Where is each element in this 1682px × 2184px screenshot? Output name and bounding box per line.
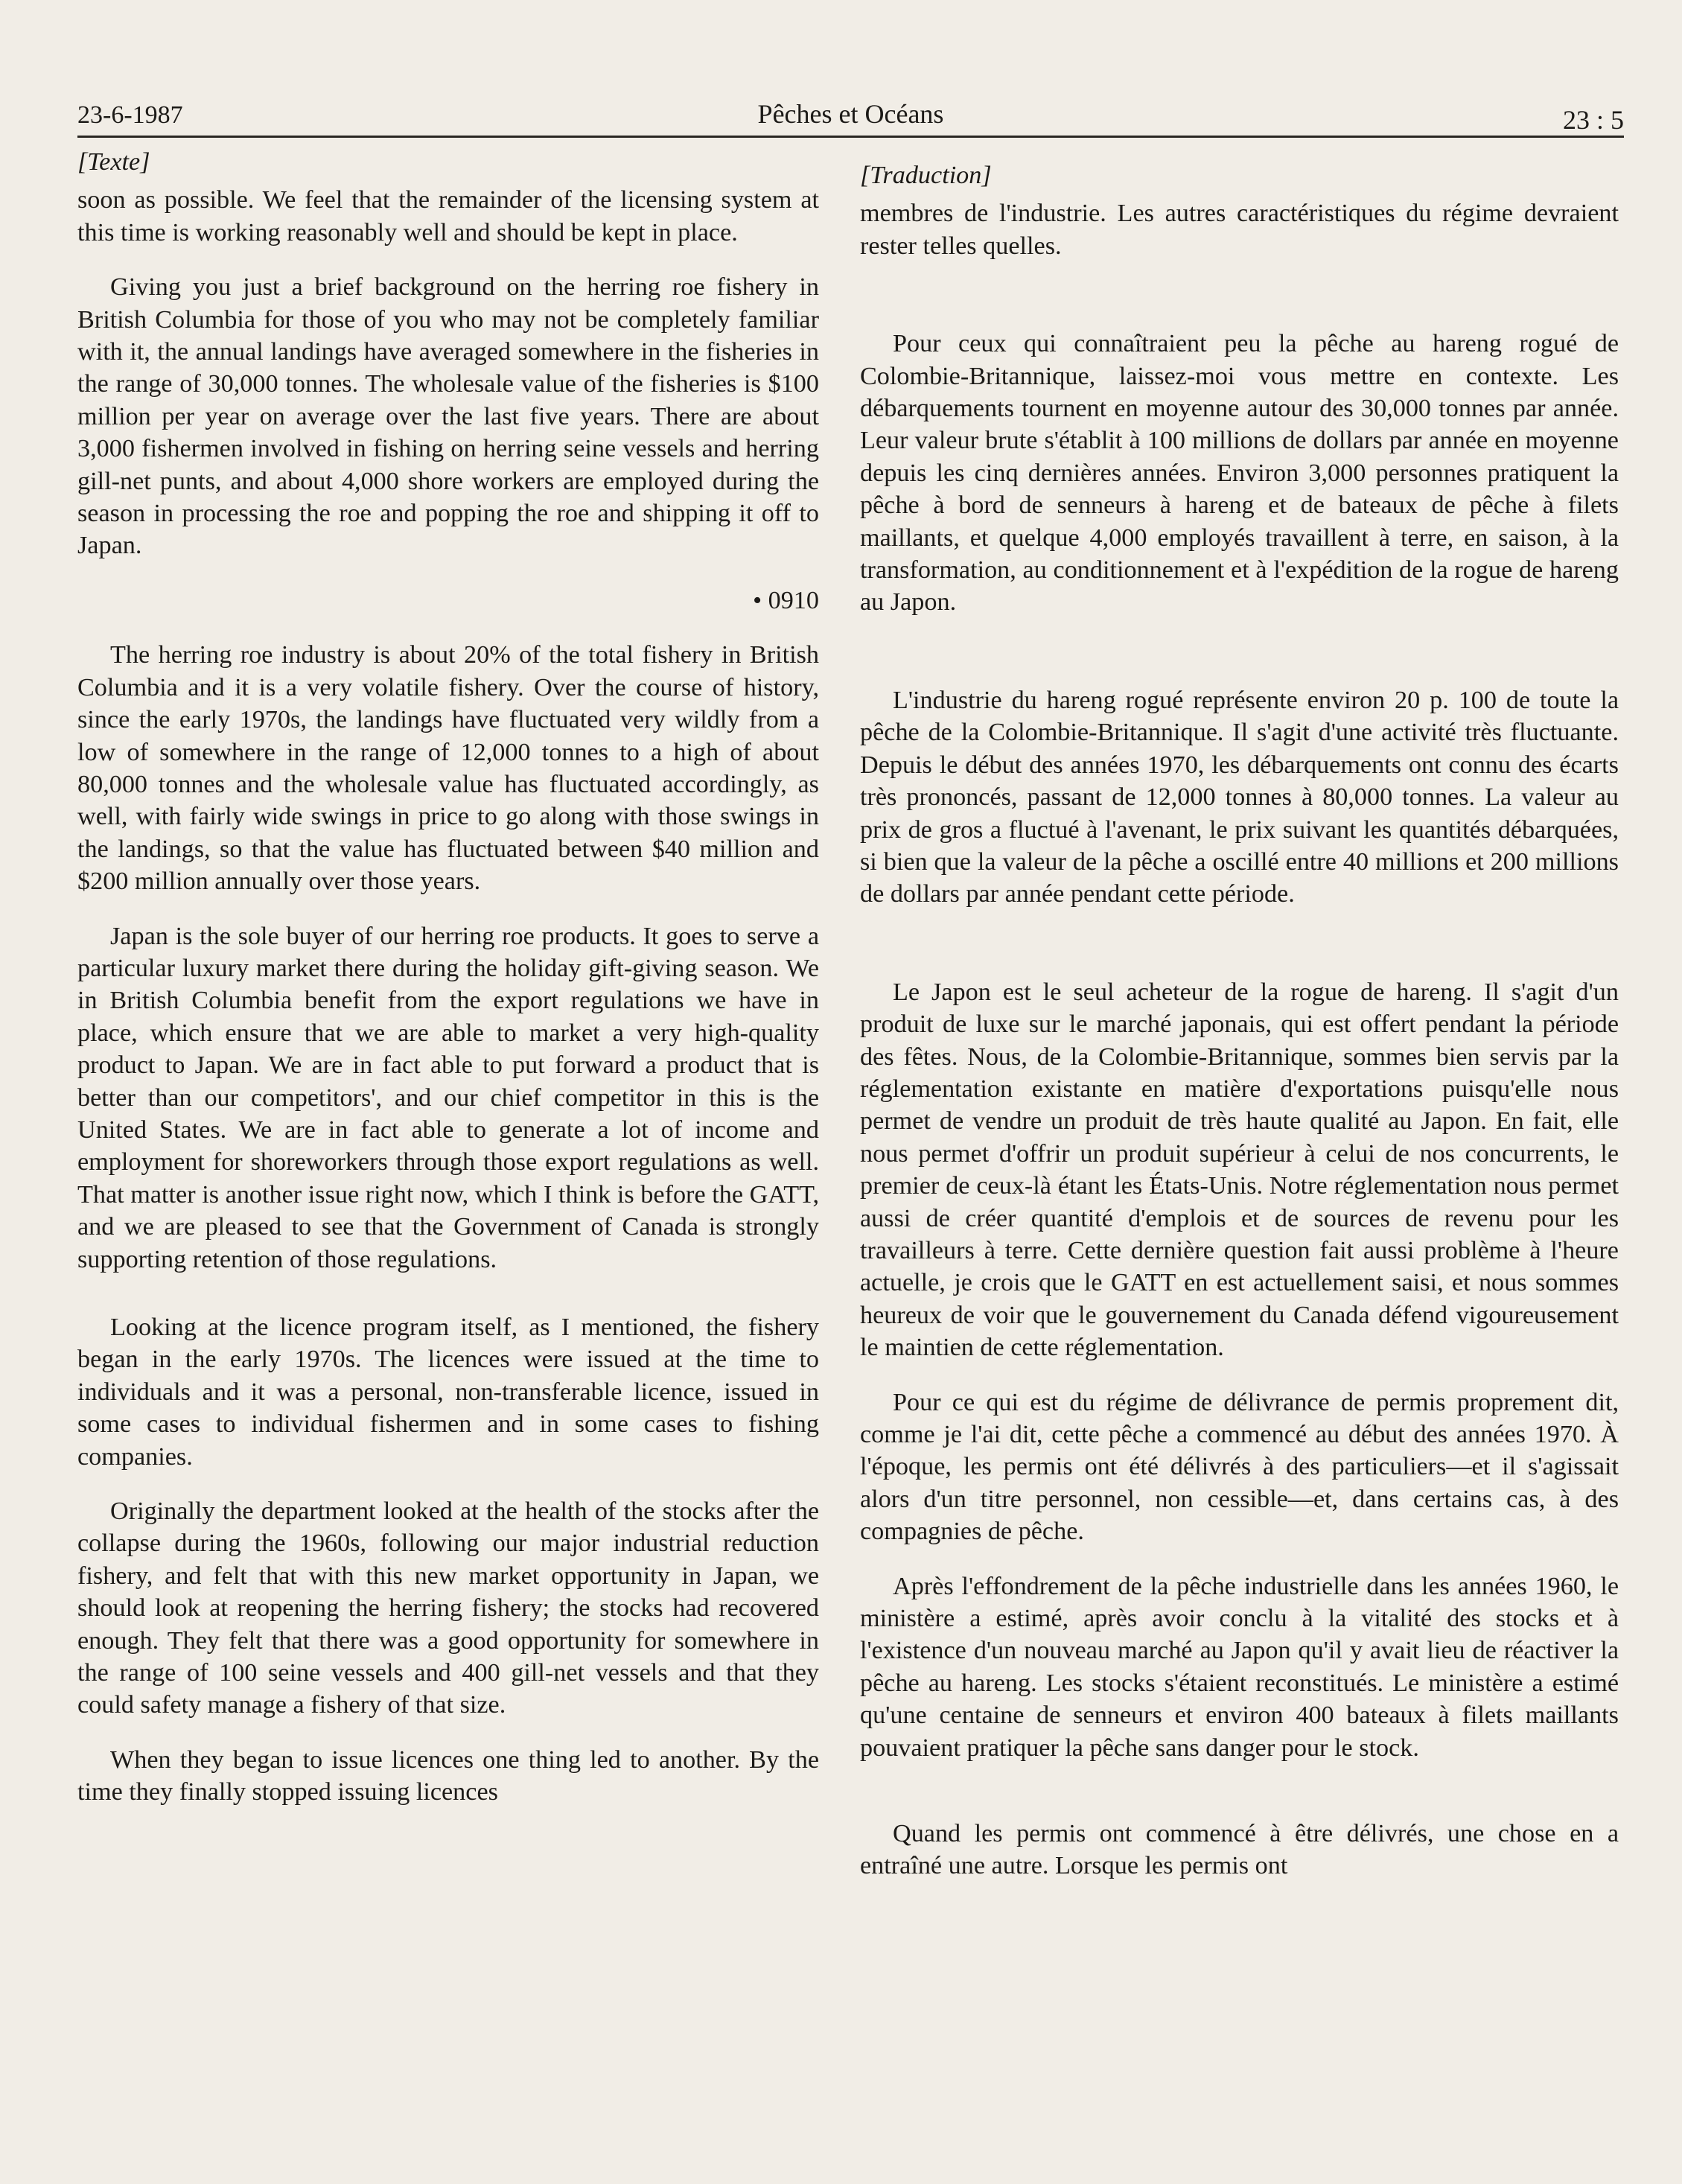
header-page-number: 23 : 5 (1562, 105, 1624, 135)
page-header (77, 88, 1624, 138)
paragraph: Le Japon est le seul acheteur de la rogue de hareng. Il s'agit d'un produit de luxe sur le marché japonais, qui est offert pendant la période des fêtes. Nous, de la Colombie-Britannique, sommes bien servis par la réglementation existante en matière d'exportations puisqu'elle nous permet de vendre un produit de très haute qualité au Japon. En fait, elle nous permet d'offrir un produit supérieur à celui de nos concurrents, le premier de ceux-là étant les États-Unis. Notre réglementation nous permet aussi de créer quantité d'emplois et de sources de revenu pour les travailleurs à terre. Cette dernière question fait aussi problème à l'heure actuelle, je crois que le GATT en est actuellement saisi, et nous sommes heureux de voir que le gouvernement du Canada défend vigoureusement le maintien de cette réglementation. (860, 978, 1619, 1362)
paragraph: Après l'effondrement de la pêche industrielle dans les années 1960, le ministère a estimé, après avoir conclu à la vitalité des stocks et à l'existence d'un nouveau marché au Japon qu'il y avait lieu de réactiver la pêche au hareng. Les stocks s'étaient reconstitués. Le ministère a estimé qu'une centaine de senneurs et environ 400 bateaux à filets maillants pouvaient pratiquer la pêche sans danger pour le stock. (860, 1572, 1619, 1762)
french-column (860, 146, 1619, 1905)
time-stamp: • 0910 (753, 586, 819, 614)
column-label-texte: [Texte] (77, 148, 150, 176)
paragraph: Quand les permis ont commencé à être délivrés, une chose en a entraîné une autre. Lorsque les permis ont (860, 1820, 1619, 1880)
header-date: 23-6-1987 (77, 101, 183, 129)
paragraph: Pour ce qui est du régime de délivrance de permis proprement dit, comme je l'ai dit, cette pêche a commencé au début des années 1970. À l'époque, les permis ont été délivrés à des particuliers—et il s'agissait alors d'un titre personnel, non cessible—et, dans certains cas, à des compagnies de pêche. (860, 1388, 1619, 1546)
paragraph: The herring roe industry is about 20% of the total fishery in British Columbia and it is a very volatile fishery. Over the course of history, since the early 1970s, the landings have fluctuated very wildly from a low of somewhere in the range of 12,000 tonnes to a high of about 80,000 tonnes and the wholesale value has fluctuated accordingly, as well, with fairly wide swings in price to go along with those swings in the landings, so that the value has fluctuated between $40 million and $200 million annually over those years. (77, 641, 819, 896)
paragraph: Originally the department looked at the health of the stocks after the collapse during the 1960s, following our major industrial reduction fishery, and felt that with this new market opportunity in Japan, we should look at reopening the herring fishery; the stocks had recovered enough. They felt that there was a good opportunity for somewhere in the range of 100 seine vessels and 400 gill-net vessels and that they could safety manage a fishery of that size. (77, 1497, 819, 1719)
paragraph: Giving you just a brief background on the herring roe fishery in British Columbia for those of you who may not be completely familiar with it, the annual landings have averaged somewhere in the fisheries in the range of 30,000 tonnes. The wholesale value of the fisheries is $100 million per year on average over the last five years. There are about 3,000 fishermen involved in fishing on herring seine vessels and herring gill-net punts, and about 4,000 shore workers are employed during the season in processing the roe and popping the roe and shipping it off to Japan. (77, 273, 819, 560)
paragraph: membres de l'industrie. Les autres caractéristiques du régime devraient rester telles quelles. (860, 200, 1619, 260)
english-column (77, 146, 819, 1831)
paragraph: Pour ceux qui connaîtraient peu la pêche au hareng rogué de Colombie-Britannique, laissez-moi vous mettre en contexte. Les débarquements tournent en moyenne autour des 30,000 tonnes par année. Leur valeur brute s'établit à 100 millions de dollars par année en moyenne depuis les cinq dernières années. Environ 3,000 personnes pratiquent la pêche à bord de senneurs à hareng et de bateaux de pêche à filets maillants, et quelque 4,000 employés travaillent à terre, en saison, à la transformation, au conditionnement et à l'expédition de la rogue de hareng au Japon. (860, 330, 1619, 617)
paragraph: Looking at the licence program itself, as I mentioned, the fishery began in the early 1970s. The licences were issued at the time to individuals and it was a personal, non-transferable licence, issued in some cases to individual fishermen and in some cases to fishing companies. (77, 1314, 819, 1471)
paragraph: L'industrie du hareng rogué représente environ 20 p. 100 de toute la pêche de la Colombie-Britannique. Il s'agit d'une activité très fluctuante. Depuis le début des années 1970, les débarquements ont connu des écarts très prononcés, passant de 12,000 tonnes à 80,000 tonnes. La valeur au prix de gros a fluctué à l'avenant, le prix suivant les quantités débarquées, si bien que la valeur de la pêche a oscillé entre 40 millions et 200 millions de dollars par année pendant cette période. (860, 686, 1619, 908)
paragraph: When they began to issue licences one thing led to another. By the time they finally stopped issuing licences (77, 1745, 819, 1806)
paragraph: Japan is the sole buyer of our herring roe products. It goes to serve a particular luxury market there during the holiday gift-giving season. We in British Columbia benefit from the export regulations we have in place, which ensure that we are able to market a very high-quality product to Japan. We are in fact able to put forward a product that is better than our competitors', and our chief competitor in this is the United States. We are in fact able to generate a lot of income and employment for shoreworkers through those export regulations as well. That matter is another issue right now, which I think is before the GATT, and we are pleased to see that the Government of Canada is strongly supporting retention of those regulations. (77, 922, 819, 1273)
paragraph: soon as possible. We feel that the remainder of the licensing system at this time is working reasonably well and should be kept in place. (77, 186, 819, 246)
header-title: Pêches et Océans (757, 99, 944, 129)
column-label-traduction: [Traduction] (860, 162, 992, 189)
